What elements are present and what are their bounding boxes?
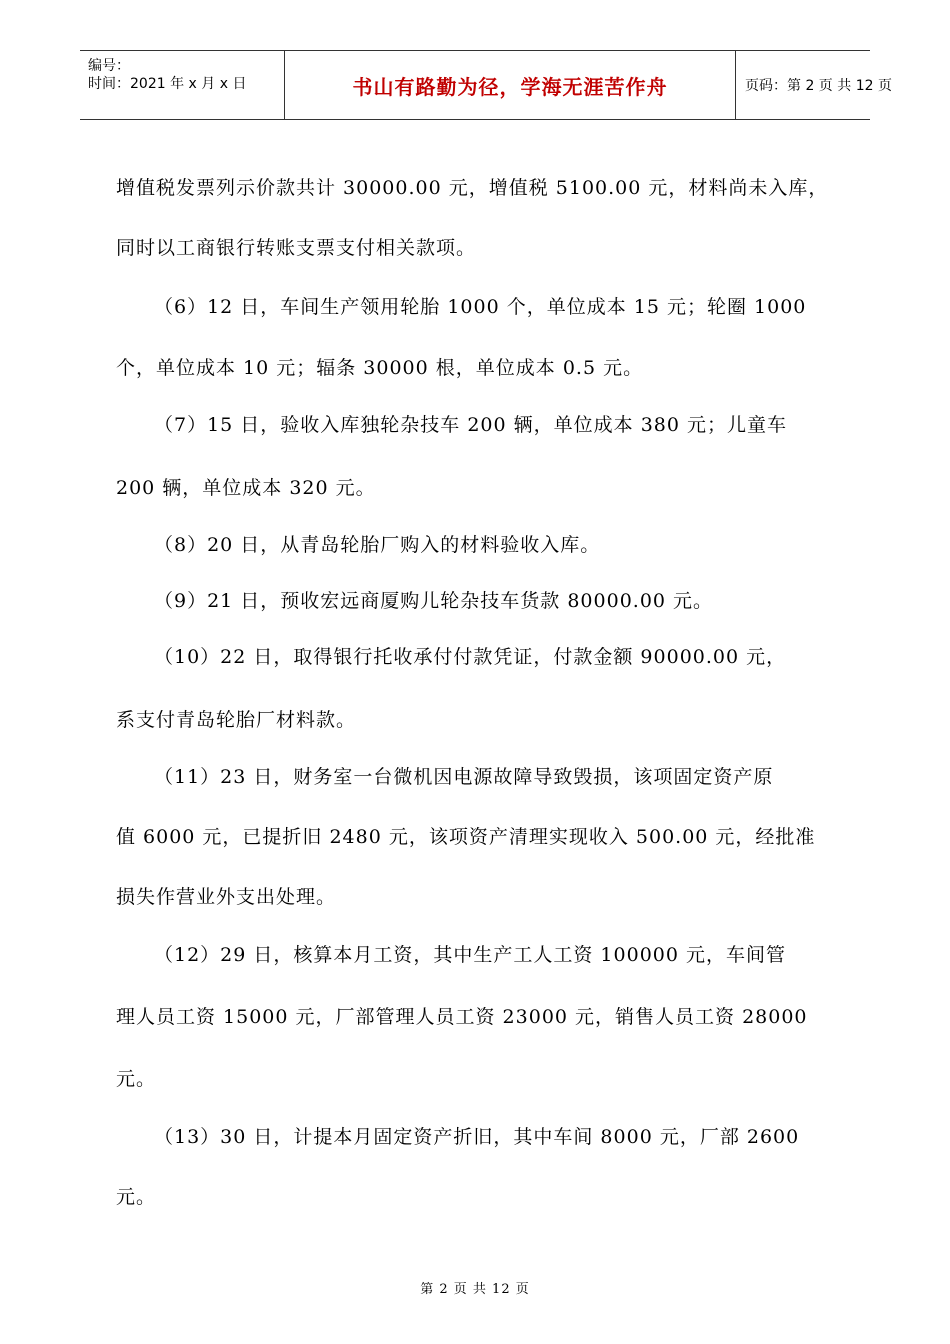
body-line: 元。 <box>116 1068 157 1090</box>
body-line: （12）29 日，核算本月工资，其中生产工人工资 100000 元，车间管 <box>154 944 787 966</box>
body-line: 个，单位成本 10 元；辐条 30000 根，单位成本 0.5 元。 <box>116 357 644 379</box>
body-line: （9）21 日，预收宏远商厦购儿轮杂技车货款 80000.00 元。 <box>154 590 714 612</box>
body-line: 200 辆，单位成本 320 元。 <box>116 477 376 499</box>
header-motto: 书山有路勤为径，学海无涯苦作舟 <box>352 75 668 99</box>
body-line: 增值税发票列示价款共计 30000.00 元，增值税 5100.00 元，材料尚未入库， <box>116 177 829 199</box>
body-line: （7）15 日，验收入库独轮杂技车 200 辆，单位成本 380 元；儿童车 <box>154 414 787 436</box>
header-page-info: 页码：第 2 页 共 12 页 <box>745 78 892 94</box>
body-line: 系支付青岛轮胎厂材料款。 <box>116 709 357 731</box>
body-line: 值 6000 元，已提折旧 2480 元，该项资产清理实现收入 500.00 元，经批准 <box>116 826 816 848</box>
page-header <box>80 50 892 120</box>
header-right-cell <box>735 51 892 119</box>
document-time: 时间：2021 年 x 月 x 日 <box>88 76 247 92</box>
body-line: （8）20 日，从青岛轮胎厂购入的材料验收入库。 <box>154 534 601 556</box>
header-left-cell <box>80 51 284 119</box>
document-number-label: 编号： <box>88 58 130 74</box>
body-line: 元。 <box>116 1186 157 1208</box>
header-middle-cell <box>284 51 736 119</box>
body-line: （6）12 日，车间生产领用轮胎 1000 个，单位成本 15 元；轮圈 1000 <box>154 296 807 318</box>
body-line: 理人员工资 15000 元，厂部管理人员工资 23000 元，销售人员工资 28000 <box>116 1006 808 1028</box>
page-footer: 第 2 页 共 12 页 <box>420 1282 530 1297</box>
body-line: 损失作营业外支出处理。 <box>116 886 337 908</box>
body-line: 同时以工商银行转账支票支付相关款项。 <box>116 237 477 259</box>
body-line: （10）22 日，取得银行托收承付付款凭证，付款金额 90000.00 元， <box>154 646 787 668</box>
body-line: （11）23 日，财务室一台微机因电源故障导致毁损，该项固定资产原 <box>154 766 774 788</box>
body-line: （13）30 日，计提本月固定资产折旧，其中车间 8000 元，厂部 2600 <box>154 1126 800 1148</box>
